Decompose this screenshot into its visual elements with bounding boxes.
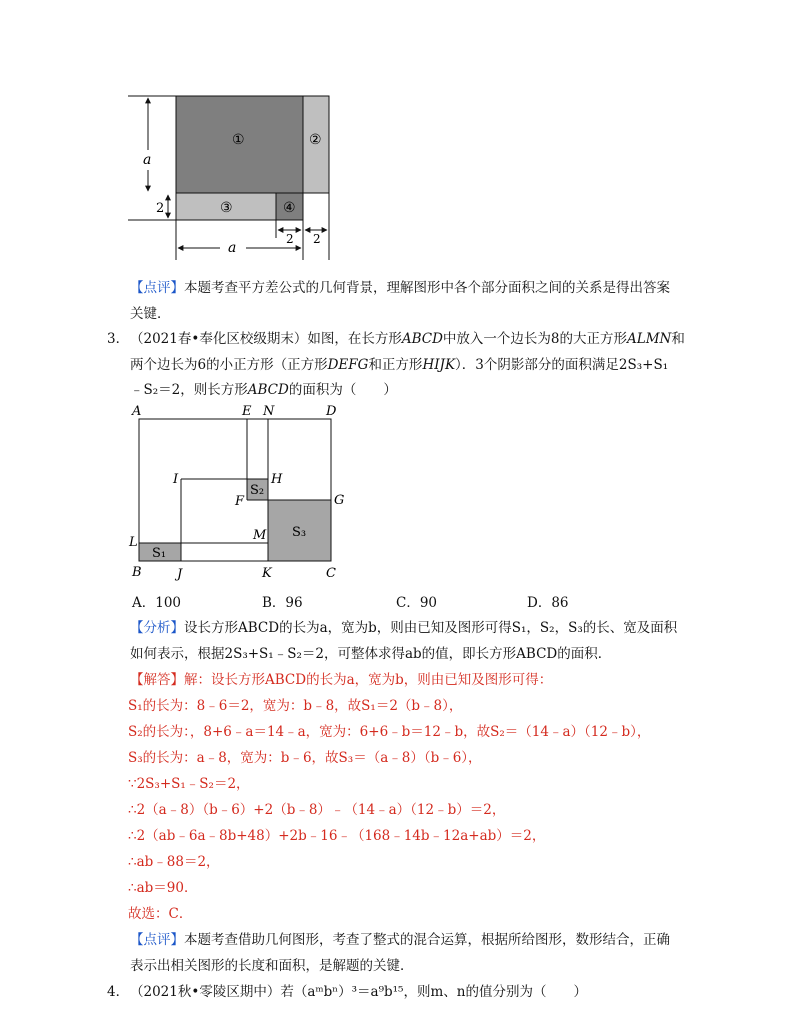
answer-line-0: 【解答】解：设长方形ABCD的长为a，宽为b，则由已知及图形可得： — [130, 672, 553, 688]
label-B: B — [132, 565, 142, 580]
label-S2: S₂ — [250, 483, 265, 498]
comment-tag: 【点评】 — [130, 280, 184, 296]
analysis-line-1: 【分析】设长方形ABCD的长为a，宽为b，则由已知及图形可得S₁，S₂，S₃的长、宽及面积 — [130, 620, 678, 636]
label-E: E — [242, 404, 252, 419]
label-A: A — [132, 404, 142, 419]
label-K: K — [262, 566, 272, 581]
option-b[interactable]: B．96 — [262, 595, 303, 611]
label-F: F — [235, 494, 245, 509]
comment-1-line-2: 关键． — [130, 306, 171, 322]
label-S3: S₃ — [292, 525, 307, 540]
region-1-label: ① — [232, 132, 245, 148]
answer-line-8: ∴ab＝90． — [128, 880, 198, 896]
question-4-text: （2021秋•零陵区期中）若（aᵐbⁿ）³＝a⁹b¹⁵，则m、n的值分别为（ ） — [130, 984, 587, 1000]
question-4-number: 4． — [107, 984, 130, 1000]
question-3-line-2: 两个边长为6的小正方形（正方形DEFG和正方形HIJK）．3个阴影部分的面积满足2S₃+S₁ — [130, 357, 669, 373]
answer-line-5: ∴2（a﹣8）（b﹣6）+2（b﹣8）﹣（14﹣a）（12﹣b）＝2， — [128, 802, 506, 818]
label-G: G — [334, 493, 345, 508]
label-S1: S₁ — [152, 546, 167, 561]
option-d[interactable]: D．86 — [527, 595, 569, 611]
comment-2-line-2: 表示出相关图形的长度和面积，是解题的关键． — [130, 958, 414, 974]
analysis-line-2: 如何表示，根据2S₃+S₁﹣S₂＝2，可整体求得ab的值，即长方形ABCD的面积． — [130, 646, 612, 662]
answer-line-2: S₂的长为：，8+6﹣a＝14﹣a，宽为：6+6﹣b＝12﹣b，故S₂＝（14﹣a）（12﹣b）， — [128, 724, 651, 740]
dim-2-bottom-2: 2 — [313, 232, 321, 246]
label-C: C — [326, 566, 336, 581]
comment-2-line-1: 【点评】本题考查借助几何图形，考查了整式的混合运算，根据所给图形，数形结合，正确 — [130, 932, 670, 948]
label-M: M — [253, 528, 267, 543]
region-4-label: ④ — [283, 200, 296, 216]
dim-2-left: 2 — [156, 201, 165, 216]
comment-1-line-1: 【点评】本题考查平方差公式的几何背景，理解图形中各个部分面积之间的关系是得出答案 — [130, 280, 670, 296]
option-a[interactable]: A．100 — [132, 595, 182, 611]
answer-line-4: ∵2S₃+S₁﹣S₂＝2， — [128, 776, 250, 792]
label-D: D — [326, 404, 337, 419]
dim-a-bottom: a — [228, 240, 237, 256]
question-3-line-1: （2021春•奉化区校级期末）如图，在长方形ABCD中放入一个边长为8的大正方形ALMN和 — [130, 331, 685, 347]
dim-a-left: a — [143, 152, 152, 168]
question-3-line-3: ﹣S₂＝2，则长方形ABCD的面积为（ ） — [130, 382, 397, 398]
question-3-number: 3． — [107, 331, 130, 347]
label-J: J — [177, 567, 183, 582]
analysis-tag: 【分析】 — [130, 620, 184, 636]
answer-line-1: S₁的长为：8﹣6＝2，宽为：b﹣8，故S₁＝2（b﹣8）， — [128, 698, 463, 714]
answer-tag: 【解答】 — [130, 672, 184, 688]
comment-2-tag: 【点评】 — [130, 932, 184, 948]
region-3-label: ③ — [220, 200, 233, 216]
figure-1 — [120, 88, 340, 266]
answer-line-6: ∴2（ab﹣6a﹣8b+48）+2b﹣16﹣（168﹣14b﹣12a+ab）＝2， — [128, 828, 546, 844]
answer-line-7: ∴ab﹣88＝2， — [128, 854, 220, 870]
dim-2-bottom-1: 2 — [286, 232, 294, 246]
label-H: H — [271, 472, 283, 487]
label-N: N — [263, 404, 275, 419]
region-2-label: ② — [309, 132, 322, 148]
label-I: I — [173, 472, 179, 487]
figure-2 — [126, 400, 356, 585]
answer-line-9: 故选：C． — [128, 906, 193, 922]
answer-line-3: S₃的长为：a﹣8，宽为：b﹣6，故S₃＝（a﹣8）（b﹣6）， — [128, 750, 482, 766]
label-L: L — [129, 535, 138, 550]
option-c[interactable]: C．90 — [396, 595, 438, 611]
